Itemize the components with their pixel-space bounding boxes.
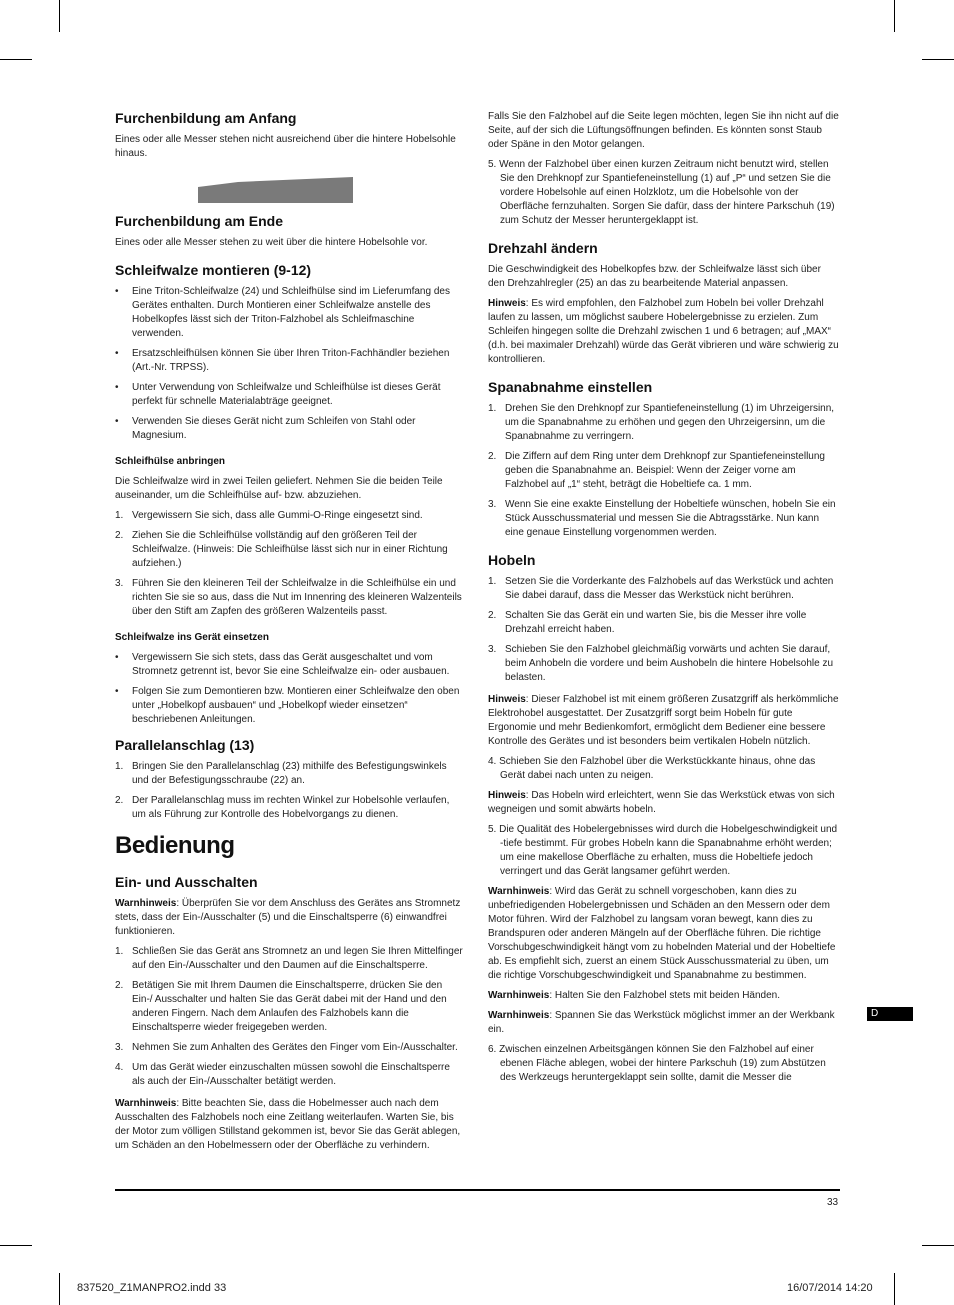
list-item-text: Wenn Sie eine exakte Einstellung der Hobeltiefe wünschen, hobeln Sie ein Stück Ausschussmaterial und messen Sie die Abtragsstärke. Nun kann eine genaue Einstellung vorgenommen werden. (505, 499, 836, 538)
section-title: Schleifwalze montieren (9-12) (115, 262, 312, 278)
page-number: 33 (827, 1197, 839, 1208)
hint-label: Hinweis (488, 694, 526, 705)
warning-paragraph (115, 897, 465, 939)
section-title: Ein- und Ausschalten (115, 874, 258, 890)
left-column (115, 110, 465, 1159)
warning-label: Warnhinweis (115, 1098, 177, 1109)
list-item-text: Unter Verwendung von Schleifwalze und Schleifhülse ist dieses Gerät perfekt für schnelle Materialabträge geeignet. (132, 382, 441, 407)
chapter-title: Bedienung (115, 832, 235, 859)
hint-paragraph (488, 693, 840, 749)
hint-paragraph (488, 789, 840, 817)
date-slug: 16/07/2014 14:20 (787, 1282, 873, 1294)
list-item: 2. Betätigen Sie mit Ihrem Daumen die Einschaltsperre, drücken Sie den Ein-/ Ausschalter und halten Sie das Gerät dabei mit der Hand und den anderen Fingern. Nach dem Anlaufen des Falzhobels kann die Einschaltsperre wieder freigegeben werden. (115, 980, 447, 1033)
section-title: Furchenbildung am Anfang (115, 110, 297, 126)
numbered-paragraph: 5. Wenn der Falzhobel über einen kurzen Zeitraum nicht benutzt wird, stellen Sie den Drehknopf zur Spantiefeneinstellung (1) auf „P“ und setzen Sie die vordere Hobelsohle auf einen Holzklotz, um die Hobelsohle von der Oberfläche fernzuhalten. Sorgen Sie dafür, dass der hintere Parkschuh (19) zum Schutz der Messer heruntergeklappt ist. (488, 159, 835, 226)
language-tab: D (867, 1007, 913, 1021)
crop-mark (894, 1273, 895, 1305)
numbered-list (488, 575, 840, 685)
footer-rule (115, 1189, 840, 1191)
paragraph: Falls Sie den Falzhobel auf die Seite legen möchten, legen Sie ihn nicht auf die Seite, auf der sich die Lüftungsöffnungen befinden. Es könnten sonst Staub oder Späne in den Motor gelangen. (488, 111, 839, 150)
list-item-text: Vergewissern Sie sich stets, dass das Gerät ausgeschaltet und vom Stromnetz getrennt ist, bevor Sie eine Schleifwalze ein- oder ausbauen. (132, 652, 450, 677)
warning-text: : Wird das Gerät zu schnell vorgeschoben, kann dies zu unbefriedigenden Hobelergebnissen und Schäden an den Messern oder dem Motor führen. Wird der Falzhobel zu langsam voran bewegt, kann dies zu Brandspuren oder anderen Mängeln auf der Oberfläche führen. Die richtige Vorschubgeschwindigkeit hängt vom zu hobelnden Material und der Hobeltiefe ab. Es empfiehlt sich, zuerst an einem Stück Ausschussmaterial zu üben, um die richtige Vorschubgeschwindigkeit und Spanabnahme zu bestimmen. (488, 886, 836, 981)
planing-illustration (115, 167, 465, 207)
subsection-title: Schleifhülse anbringen (115, 456, 226, 467)
list-item-text: Eine Triton-Schleifwalze (24) und Schleifhülse sind im Lieferumfang des Gerätes enthalten. Durch Montieren einer Schleifwalze anstelle des Hobelkopfes lässt sich der Triton-Falzhobel als Schleifmaschine verwenden. (132, 286, 450, 339)
list-item-text: Vergewissern Sie sich, dass alle Gummi-O-Ringe eingesetzt sind. (132, 510, 423, 521)
list-item: 4. Um das Gerät wieder einzuschalten müssen sowohl die Einschaltsperre als auch der Ein-/Ausschalter betätigt werden. (115, 1062, 450, 1087)
list-item-text: Ziehen Sie die Schleifhülse vollständig auf den größeren Teil der Schleifwalze. (Hinweis: Die Schleifhülse lässt sich nur in einer Richtung aufziehen.) (132, 530, 448, 569)
warning-label: Warnhinweis (488, 886, 550, 897)
paragraph: Die Geschwindigkeit des Hobelkopfes bzw. der Schleifwalze lässt sich über den Drehzahlregler (25) an das zu bearbeitende Material anpassen. (488, 264, 821, 289)
list-item: 1. Drehen Sie den Drehknopf zur Spantiefeneinstellung (1) im Uhrzeigersinn, um die Spanabnahme zu erhöhen und gegen den Uhrzeigersinn, um die Spanabnahme zu verringern. (488, 403, 835, 442)
list-item: 2. Der Parallelanschlag muss im rechten Winkel zur Hobelsohle verlaufen, um als Führung zur Kontrolle des Hobelvorgangs zu dienen. (115, 795, 450, 820)
list-item: • Eine Triton-Schleifwalze (24) und Schleifhülse sind im Lieferumfang des Gerätes enthalten. Durch Montieren einer Schleifwalze anstelle des Hobelkopfes lässt sich der Triton-Falzhobel als Schleifmaschine verwenden. (115, 286, 450, 339)
paragraph: Eines oder alle Messer stehen zu weit über die hintere Hobelsohle vor. (115, 237, 428, 248)
crop-mark (894, 0, 895, 32)
list-item: 3. Schieben Sie den Falzhobel gleichmäßig vorwärts und achten Sie darauf, beim Anhobeln die vordere und beim Aushobeln die hintere Hobelsohle zu belasten. (488, 644, 834, 683)
list-item-text: Die Ziffern auf dem Ring unter dem Drehknopf zur Spantiefeneinstellung geben die Spanabnahme an. Beispiel: Wenn der Zeiger vorne am Falzhobel auf „1“ steht, beträgt die Hobeltiefe ca. 1 mm. (505, 451, 825, 490)
numbered-list (115, 509, 465, 619)
bullet-list (115, 651, 465, 727)
hint-text: : Dieser Falzhobel ist mit einem größeren Zusatzgriff als herkömmliche Elektrohobel ausgestattet. Der Zusatzgriff sorgt beim Hobeln für gute Ergonomie und mehr Bedienkomfort, ermöglicht dem Bediener eine bessere Kontrolle des Gerätes und ist besonders beim vertikalen Hobeln nützlich. (488, 694, 839, 747)
list-item: • Vergewissern Sie sich stets, dass das Gerät ausgeschaltet und vom Stromnetz getrennt ist, bevor Sie eine Schleifwalze ein- oder ausbauen. (115, 652, 450, 677)
warning-paragraph (488, 885, 840, 983)
list-item: 3. Führen Sie den kleineren Teil der Schleifwalze in die Schleifhülse ein und richten Sie sie so aus, dass die Nut im Innenring des kleineren Walzenteils über den Stift am Zapfen des größeren Walzenteils passt. (115, 578, 462, 617)
list-item-text: Schließen Sie das Gerät ans Stromnetz an und legen Sie Ihren Mittelfinger auf den Ein-/Ausschalter und den Daumen auf die Einschaltsperre. (132, 946, 463, 971)
list-item-text: Der Parallelanschlag muss im rechten Winkel zur Hobelsohle verlaufen, um als Führung zur Kontrolle des Hobelvorgangs zu dienen. (132, 795, 450, 820)
crop-mark (59, 0, 60, 32)
hint-text: : Es wird empfohlen, den Falzhobel zum Hobeln bei voller Drehzahl laufen zu lassen, um möglichst saubere Hobelergebnisse zu erzielen. Zum Schleifen hingegen sollte die Drehzahl zwischen 1 und 6 betragen; auf „MAX“ (d.h. bei maximaler Drehzahl) würde das Gerät vibrieren und wäre schwierig zu kontrollieren. (488, 298, 839, 365)
warning-label: Warnhinweis (488, 990, 550, 1001)
list-item: • Unter Verwendung von Schleifwalze und Schleifhülse ist dieses Gerät perfekt für schnelle Materialabträge geeignet. (115, 382, 441, 407)
numbered-paragraph: 5. Die Qualität des Hobelergebnisses wird durch die Hobelgeschwindigkeit und -tiefe bestimmt. Für grobes Hobeln kann die Spanabnahme erhöht werden; um eine makellose Oberfläche zu erhalten, muss die Hobeltiefe jedoch verringert und das Gerät langsamer geführt werden. (488, 824, 838, 877)
list-item-text: Um das Gerät wieder einzuschalten müssen sowohl die Einschaltsperre als auch der Ein-/Ausschalter betätigt werden. (132, 1062, 450, 1087)
section-title: Hobeln (488, 552, 536, 568)
numbered-list (488, 402, 840, 540)
list-item-text: Setzen Sie die Vorderkante des Falzhobels auf das Werkstück und achten Sie dabei darauf, dass die Messer das Werkstück nicht berühren. (505, 576, 834, 601)
list-item: 3. Wenn Sie eine exakte Einstellung der Hobeltiefe wünschen, hobeln Sie ein Stück Ausschussmaterial und messen Sie die Abtragsstärke. Nun kann eine genaue Einstellung vorgenommen werden. (488, 499, 836, 538)
list-item: 2. Die Ziffern auf dem Ring unter dem Drehknopf zur Spantiefeneinstellung geben die Spanabnahme an. Beispiel: Wenn der Zeiger vorne am Falzhobel auf „1“ steht, beträgt die Hobeltiefe ca. 1 mm. (488, 451, 825, 490)
hint-label: Hinweis (488, 298, 526, 309)
warning-label: Warnhinweis (115, 898, 177, 909)
list-item: 2. Ziehen Sie die Schleifhülse vollständig auf den größeren Teil der Schleifwalze. (Hinweis: Die Schleifhülse lässt sich nur in einer Richtung aufziehen.) (115, 530, 448, 569)
section-title: Parallelanschlag (13) (115, 737, 255, 753)
numbered-list (115, 945, 465, 1089)
warning-paragraph (115, 1097, 465, 1153)
hint-paragraph (488, 297, 840, 367)
warning-paragraph (488, 989, 840, 1003)
numbered-list (115, 760, 465, 822)
section-title: Spanabnahme einstellen (488, 379, 653, 395)
hint-text: : Das Hobeln wird erleichtert, wenn Sie das Werkstück etwas von sich wegneigen und somit abwärts hobeln. (488, 790, 835, 815)
list-item: • Ersatzschleifhülsen können Sie über Ihren Triton-Fachhändler beziehen (Art.-Nr. TRPSS). (115, 348, 450, 373)
section-title: Furchenbildung am Ende (115, 213, 284, 229)
list-item: • Verwenden Sie dieses Gerät nicht zum Schleifen von Stahl oder Magnesium. (115, 416, 416, 441)
blade-profile-illustration (198, 177, 353, 205)
crop-mark (0, 59, 32, 60)
list-item-text: Ersatzschleifhülsen können Sie über Ihren Triton-Fachhändler beziehen (Art.-Nr. TRPSS). (132, 348, 450, 373)
paragraph: Die Schleifwalze wird in zwei Teilen geliefert. Nehmen Sie die beiden Teile auseinander, um die Schleifhülse auf- bzw. abzuziehen. (115, 476, 443, 501)
list-item-text: Bringen Sie den Parallelanschlag (23) mithilfe des Befestigungswinkels und der Befestigungsschraube (22) an. (132, 761, 447, 786)
warning-text: : Überprüfen Sie vor dem Anschluss des Gerätes ans Stromnetz stets, dass der Ein-/Ausschalter (5) und die Einschaltsperre (6) einwandfrei funktionieren. (115, 898, 461, 937)
list-item-text: Schieben Sie den Falzhobel gleichmäßig vorwärts und achten Sie darauf, beim Anhobeln die vordere und beim Aushobeln die hintere Hobelsohle zu belasten. (505, 644, 834, 683)
list-item-text: Schalten Sie das Gerät ein und warten Sie, bis die Messer ihre volle Drehzahl erreicht haben. (505, 610, 807, 635)
list-item-text: Führen Sie den kleineren Teil der Schleifwalze in die Schleifhülse ein und richten Sie sie so aus, dass die Nut im Innenring des kleineren Walzenteils über den Stift am Zapfen des größeren Walzenteils passt. (132, 578, 462, 617)
list-item: 1. Bringen Sie den Parallelanschlag (23) mithilfe des Befestigungswinkels und der Befestigungsschraube (22) an. (115, 761, 447, 786)
crop-mark (59, 1273, 60, 1305)
warning-label: Warnhinweis (488, 1010, 550, 1021)
warning-text: : Halten Sie den Falzhobel stets mit beiden Händen. (549, 990, 781, 1001)
right-column (488, 110, 840, 1091)
list-item-text: Drehen Sie den Drehknopf zur Spantiefeneinstellung (1) im Uhrzeigersinn, um die Spanabnahme zu erhöhen und gegen den Uhrzeigersinn, um die Spanabnahme zu verringern. (505, 403, 835, 442)
list-item: 3. Nehmen Sie zum Anhalten des Gerätes den Finger vom Ein-/Ausschalter. (115, 1042, 458, 1053)
section-title: Drehzahl ändern (488, 240, 598, 256)
list-item: 1. Vergewissern Sie sich, dass alle Gummi-O-Ringe eingesetzt sind. (115, 510, 423, 521)
list-item: 2. Schalten Sie das Gerät ein und warten Sie, bis die Messer ihre volle Drehzahl erreicht haben. (488, 610, 807, 635)
file-slug: 837520_Z1MANPRO2.indd 33 (77, 1282, 227, 1294)
numbered-paragraph: 4. Schieben Sie den Falzhobel über die Werkstückkante hinaus, ohne das Gerät dabei nach unten zu neigen. (488, 756, 816, 781)
list-item: 1. Setzen Sie die Vorderkante des Falzhobels auf das Werkstück und achten Sie dabei darauf, dass die Messer das Werkstück nicht berühren. (488, 576, 834, 601)
warning-paragraph (488, 1009, 840, 1037)
bullet-list (115, 285, 465, 443)
crop-mark (922, 59, 954, 60)
crop-mark (0, 1245, 32, 1246)
list-item: • Folgen Sie zum Demontieren bzw. Montieren einer Schleifwalze den oben unter „Hobelkopf ausbauen“ und „Hobelkopf wieder einsetzen“ beschriebenen Anleitungen. (115, 686, 460, 725)
list-item-text: Betätigen Sie mit Ihrem Daumen die Einschaltsperre, drücken Sie den Ein-/ Ausschalter und halten Sie das Gerät dabei mit der Hand und den anderen Fingern. Nach dem Anlaufen des Falzhobels kann die Einschaltsperre wieder freigegeben werden. (132, 980, 447, 1033)
list-item-text: Nehmen Sie zum Anhalten des Gerätes den Finger vom Ein-/Ausschalter. (132, 1042, 458, 1053)
warning-text: : Bitte beachten Sie, dass die Hobelmesser auch nach dem Ausschalten des Falzhobels noch eine Zeitlang weiterlaufen. Warten Sie, bis der Motor zum völligen Stillstand gekommen ist, bevor Sie das Gerät ablegen, um Schäden an den Hobelmessern oder der Oberfläche zu verhindern. (115, 1098, 461, 1151)
warning-text: : Spannen Sie das Werkstück möglichst immer an der Werkbank ein. (488, 1010, 835, 1035)
paragraph: Eines oder alle Messer stehen nicht ausreichend über die hintere Hobelsohle hinaus. (115, 134, 456, 159)
subsection-title: Schleifwalze ins Gerät einsetzen (115, 632, 269, 643)
list-item-text: Folgen Sie zum Demontieren bzw. Montieren einer Schleifwalze den oben unter „Hobelkopf ausbauen“ und „Hobelkopf wieder einsetzen“ beschriebenen Anleitungen. (132, 686, 460, 725)
hint-label: Hinweis (488, 790, 526, 801)
crop-mark (922, 1245, 954, 1246)
list-item-text: Verwenden Sie dieses Gerät nicht zum Schleifen von Stahl oder Magnesium. (132, 416, 416, 441)
numbered-paragraph: 6. Zwischen einzelnen Arbeitsgängen können Sie den Falzhobel auf einer ebenen Fläche ablegen, wobei der hintere Parkschuh (19) zum Abstützen des Werkzeugs heruntergeklappt sein sollte, damit die Messer die (488, 1044, 826, 1083)
list-item: 1. Schließen Sie das Gerät ans Stromnetz an und legen Sie Ihren Mittelfinger auf den Ein-/Ausschalter und den Daumen auf die Einschaltsperre. (115, 946, 463, 971)
